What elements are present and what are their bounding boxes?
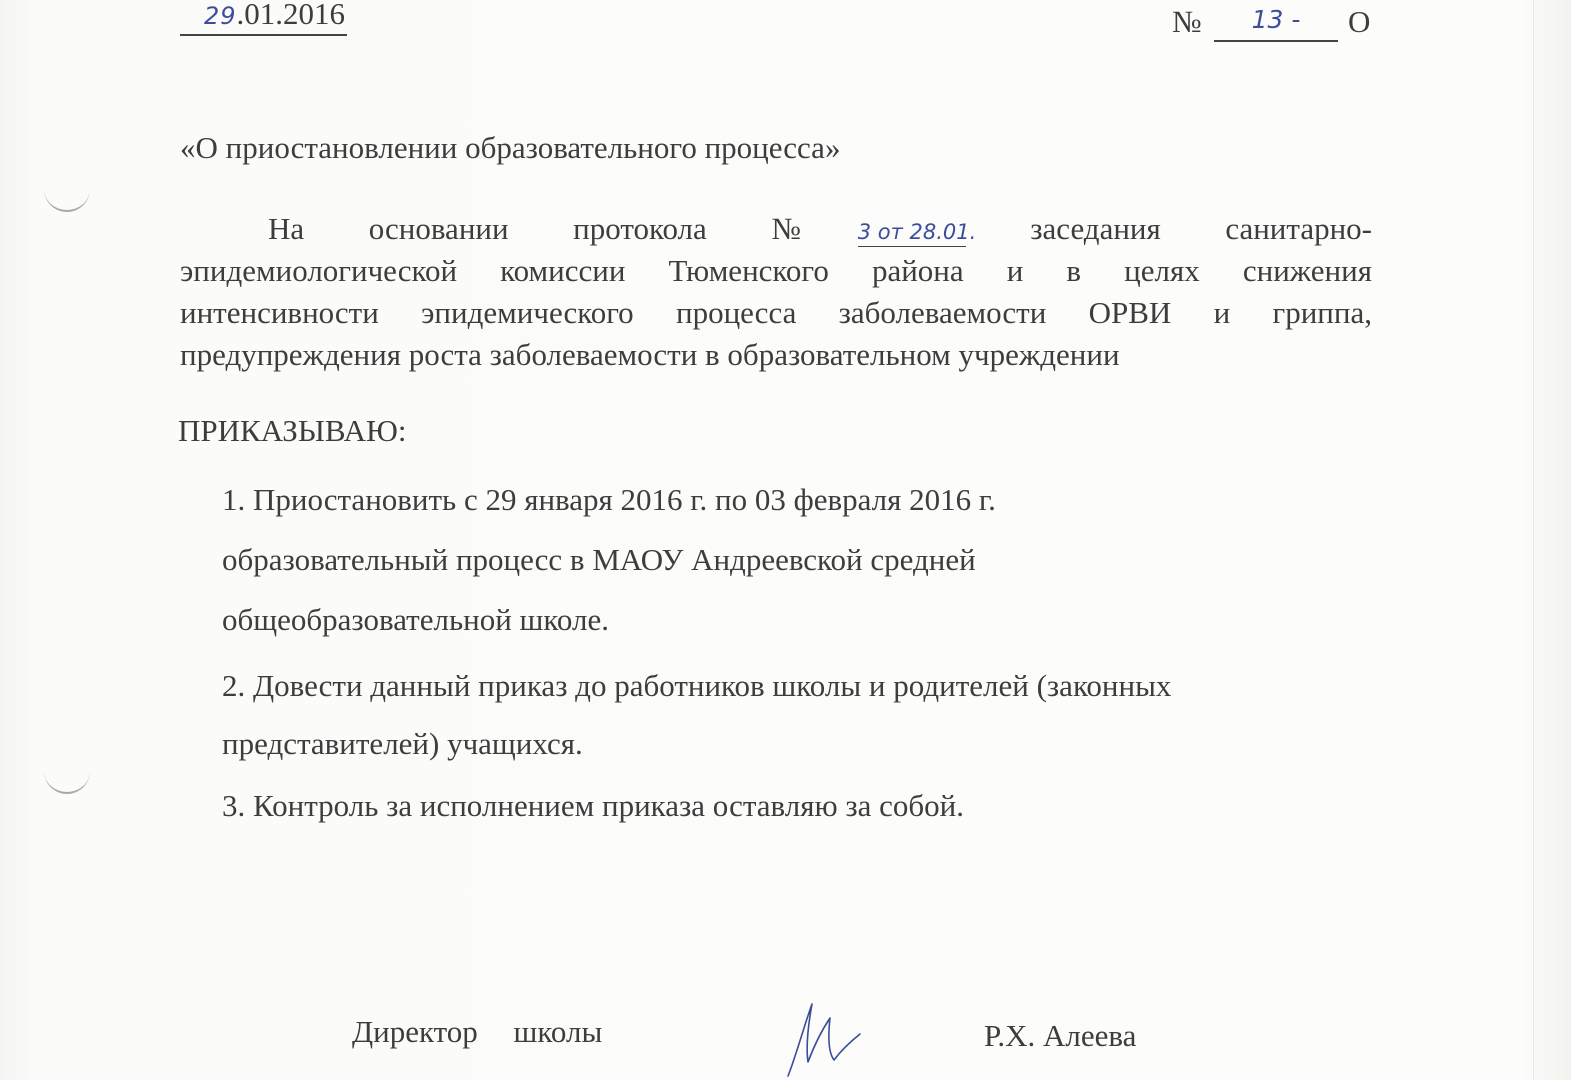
number-handwritten: 13 - [1214,4,1338,42]
preamble-line: интенсивности эпидемического процесса заболеваемости ОРВИ и гриппа, [180,295,1372,330]
page-edge [1533,0,1534,1080]
document-title: «О приостановлении образовательного процесса» [180,130,841,165]
punch-hole-mark [44,188,90,212]
preamble-line: предупреждения роста заболеваемости в образовательном учреждении [180,337,1120,372]
signatory-position: Директор школы [352,1014,603,1049]
order-item-1: 1. Приостановить с 29 января 2016 г. по 03 февраля 2016 г. [222,482,996,517]
order-item-2-continued: представителей) учащихся. [222,726,583,761]
punch-hole-mark [44,770,90,794]
date-day-handwritten: 29 [204,2,237,30]
preamble-line [180,208,1372,250]
date-month-year: .01.2016 [236,0,346,31]
preamble-line: эпидемиологической комиссии Тюменского района и в целях снижения [180,253,1372,288]
order-item-1-continued: общеобразовательной школе. [222,602,609,637]
preamble-text: заседания санитарно- [1030,211,1372,246]
number-suffix: О [1348,4,1371,39]
order-heading: ПРИКАЗЫВАЮ: [178,413,407,448]
signatory-name: Р.Х. Алеева [984,1018,1137,1053]
number-sign: № [1172,4,1202,39]
order-item-1-continued: образовательный процесс в МАОУ Андреевской средней [222,542,976,577]
document-date [180,0,347,36]
handwritten-signature [778,996,868,1080]
preamble-text: На основании протокола № [268,211,858,246]
order-item-3: 3. Контроль за исполнением приказа оставляю за собой. [222,788,965,823]
protocol-number-handwritten: 3 от 28.01. [858,218,966,247]
preamble-paragraph [180,208,1372,376]
order-item-2: 2. Довести данный приказ до работников школы и родителей (законных [222,668,1172,703]
